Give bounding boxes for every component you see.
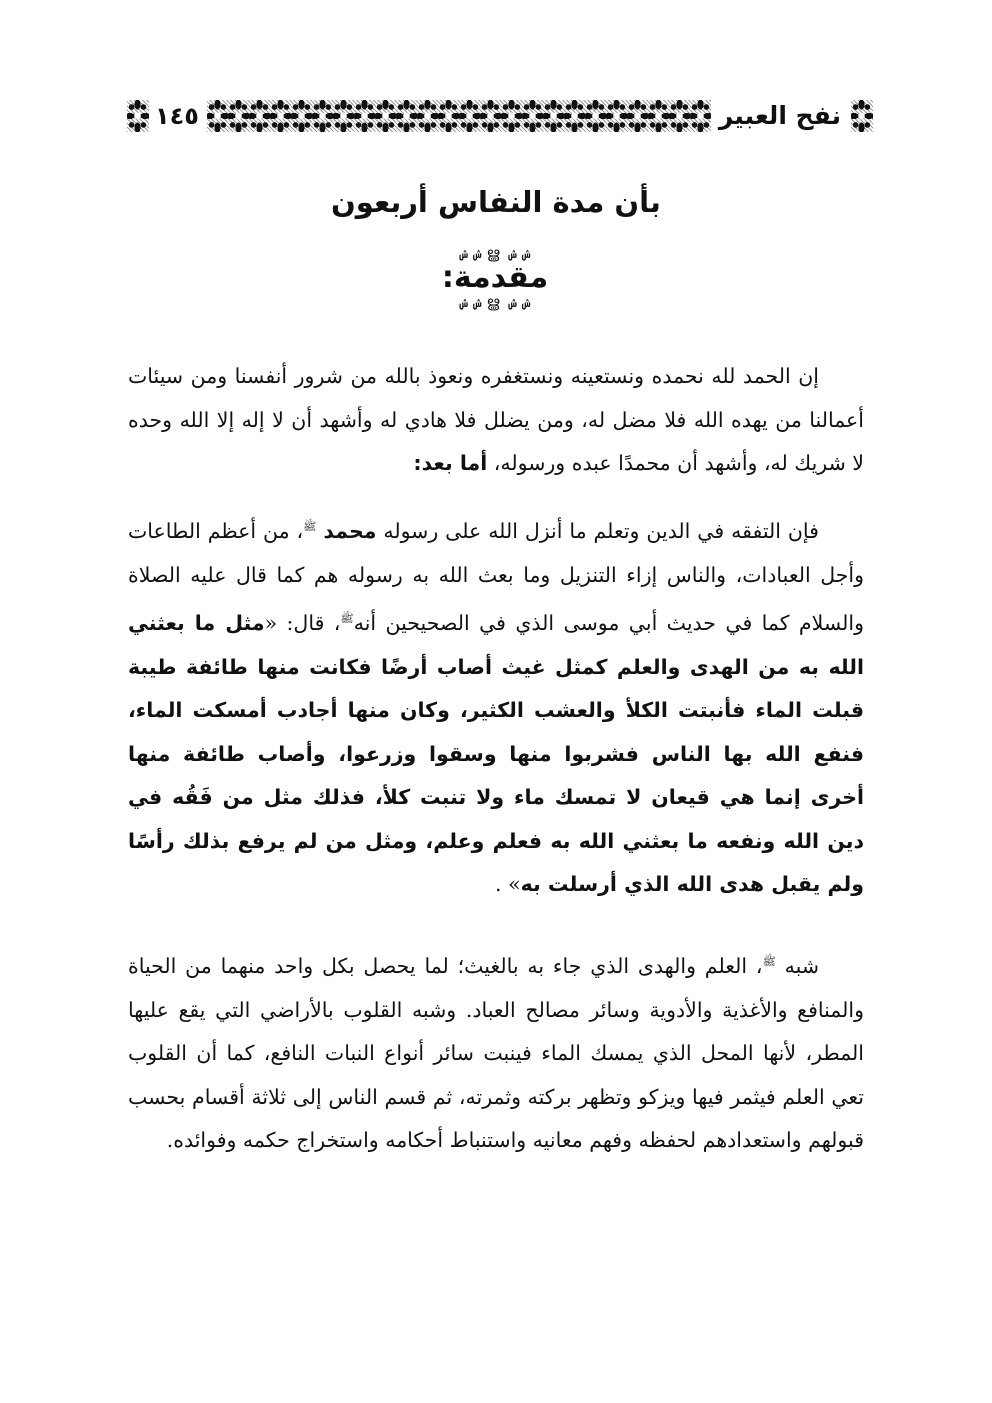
ornament-band-icon [207, 100, 711, 132]
section-heading [420, 240, 570, 315]
quote-close: » . [495, 872, 521, 896]
paragraph-text: فإن التفقه في الدين وتعلم ما أنزل الله على رسوله [376, 519, 819, 543]
page-number: ١٤٥ [155, 102, 199, 130]
amma-baad: أما بعد: [413, 451, 488, 475]
section-heading-colon: : [441, 259, 454, 295]
ornament-icon [851, 100, 873, 132]
chapter-title: بأن مدة النفاس أربعون [331, 185, 661, 219]
paragraph-text: ، العلم والهدى الذي جاء به بالغيث؛ لما يحصل بكل واحد منهما من الحياة والمنافع والأغذية والأدوية وسائر مصالح العباد. وشبه القلوب بالأراضي التي يقع عليها المطر، لأنها المحل الذي يمسك الماء فينبت سائر أنواع النبات النافع، كما أن القلوب تعي العلم فيثمر فيها ويزكو وتظهر بركته وثمرته، ثم قسم الناس إلى ثلاثة أقسام بحسب قبولهم واستعدادهم لحفظه وفهم معانيه واستنباط أحكامه واستخراج حكمه وفوائده. [128, 954, 864, 1152]
paragraph-explanation [128, 940, 864, 1163]
ornament-icon [127, 100, 149, 132]
paragraph-text: إن الحمد لله نحمده ونستعينه ونستغفره ونعوذ بالله من شرور أنفسنا ومن سيئات أعمالنا من يهده الله فلا مضل له، ومن يضلل فلا هادي له وأشهد أن لا إله إلا الله وحده لا شريك له، وأشهد أن محمدًا عبده ورسوله، [128, 364, 864, 475]
section-heading-text: مقدمة [453, 259, 549, 295]
flourish-bottom-icon: ݾ ݾ ൠ ݾ ݾ [459, 292, 531, 311]
salawat-icon: ﷺ [762, 955, 776, 968]
salawat-icon: ﷺ [340, 612, 354, 625]
paragraph-text: شبه [775, 954, 819, 978]
paragraph-text: ، من أعظم الطاعات وأجل العبادات، والناس إزاء التنزيل وما بعث الله به رسوله هم كما قال عليه الصلاة والسلام كما في حديث أبي موسى الذي في الصحيحين أنه [128, 519, 864, 635]
prophet-name: محمد [323, 519, 377, 543]
flourish-top-icon: ݾ ݾ ൠ ݾ ݾ [459, 243, 531, 262]
running-title: نفح العبير [718, 101, 841, 130]
paragraph-hadith [128, 505, 864, 907]
page-header [127, 98, 873, 134]
paragraph-intro [128, 355, 864, 486]
salawat-icon: ﷺ [303, 520, 317, 533]
section-heading-word [442, 261, 548, 295]
hadith-quote: مثل ما بعثني الله به من الهدى والعلم كمثل غيث أصاب أرضًا فكانت منها طائفة طيبة قبلت الماء فأنبتت الكلأ والعشب الكثير، وكان منها أجادب أمسكت الماء، فنفع الله بها الناس فشربوا منها وسقوا وزرعوا، وأصاب طائفة منها أخرى إنما هي قيعان لا تمسك ماء ولا تنبت كلأ، فذلك مثل من فَقُه في دين الله ونفعه ما بعثني الله به فعلم وعلم، ومثل من لم يرفع بذلك رأسًا ولم يقبل هدى الله الذي أرسلت به [128, 611, 864, 896]
paragraph-text: ، قال: « [264, 611, 341, 635]
